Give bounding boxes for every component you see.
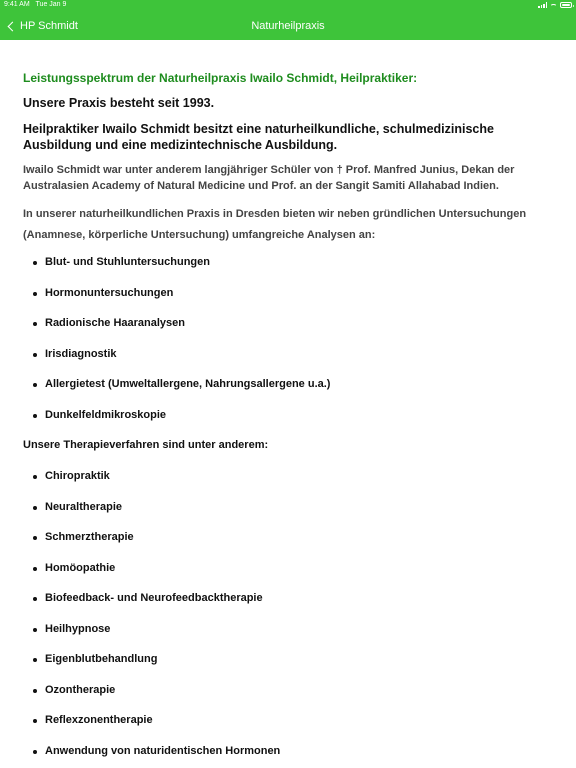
list-item: Neuraltherapie — [23, 500, 553, 515]
navigation-bar — [0, 0, 576, 40]
content-area — [23, 70, 553, 759]
list-item: Irisdiagnostik — [23, 347, 553, 362]
therapies-list — [23, 469, 553, 759]
wifi-icon — [550, 4, 557, 9]
list-item: Anwendung von naturidentischen Hormonen — [23, 744, 553, 759]
status-icons — [538, 0, 572, 10]
list-item: Schmerztherapie — [23, 530, 553, 545]
list-item: Radionische Haaranalysen — [23, 316, 553, 331]
list-item: Dunkelfeldmikroskopie — [23, 408, 553, 423]
list-item: Heilhypnose — [23, 622, 553, 637]
status-time — [4, 0, 66, 10]
signal-icon — [538, 2, 547, 8]
page-title: Naturheilpraxis — [251, 20, 325, 32]
battery-icon — [560, 2, 572, 8]
list-item: Blut- und Stuhluntersuchungen — [23, 255, 553, 270]
list-item: Allergietest (Umweltallergene, Nahrungsallergene u.a.) — [23, 377, 553, 392]
list-item: Chiropraktik — [23, 469, 553, 484]
list-item: Reflexzonentherapie — [23, 713, 553, 728]
status-clock: 9:41 AM — [4, 1, 30, 8]
biography-text: Iwailo Schmidt war unter anderem langjähriger Schüler von † Prof. Manfred Junius, Dekan der Australasien Academy of Natural Medicine und Prof. an der Sangit Samiti Allahabad Indien. — [23, 164, 515, 192]
practice-intro-text: In unserer naturheilkundlichen Praxis in Dresden bieten wir neben gründlichen Untersuchungen (Anamnese, körperliche Untersuchung) umfangreiche Analysen an: — [23, 208, 527, 241]
back-button-label: HP Schmidt — [20, 20, 78, 32]
list-item: Homöopathie — [23, 561, 553, 576]
services-heading: Leistungsspektrum der Naturheilpraxis Iwailo Schmidt, Heilpraktiker: — [23, 71, 418, 85]
therapies-heading: Unsere Therapieverfahren sind unter anderem: — [23, 439, 269, 451]
practice-since-text: Unsere Praxis besteht seit 1993. — [23, 96, 215, 110]
list-item: Biofeedback- und Neurofeedbacktherapie — [23, 591, 553, 606]
status-date: Tue Jan 9 — [35, 1, 67, 8]
status-bar — [0, 0, 576, 10]
list-item: Ozontherapie — [23, 683, 553, 698]
list-item: Eigenblutbehandlung — [23, 652, 553, 667]
analyses-list — [23, 255, 553, 423]
list-item: Hormonuntersuchungen — [23, 286, 553, 301]
education-text: Heilpraktiker Iwailo Schmidt besitzt eine naturheilkundliche, schulmedizinische Ausbildung und eine medizintechnische Ausbildung. — [23, 122, 494, 152]
